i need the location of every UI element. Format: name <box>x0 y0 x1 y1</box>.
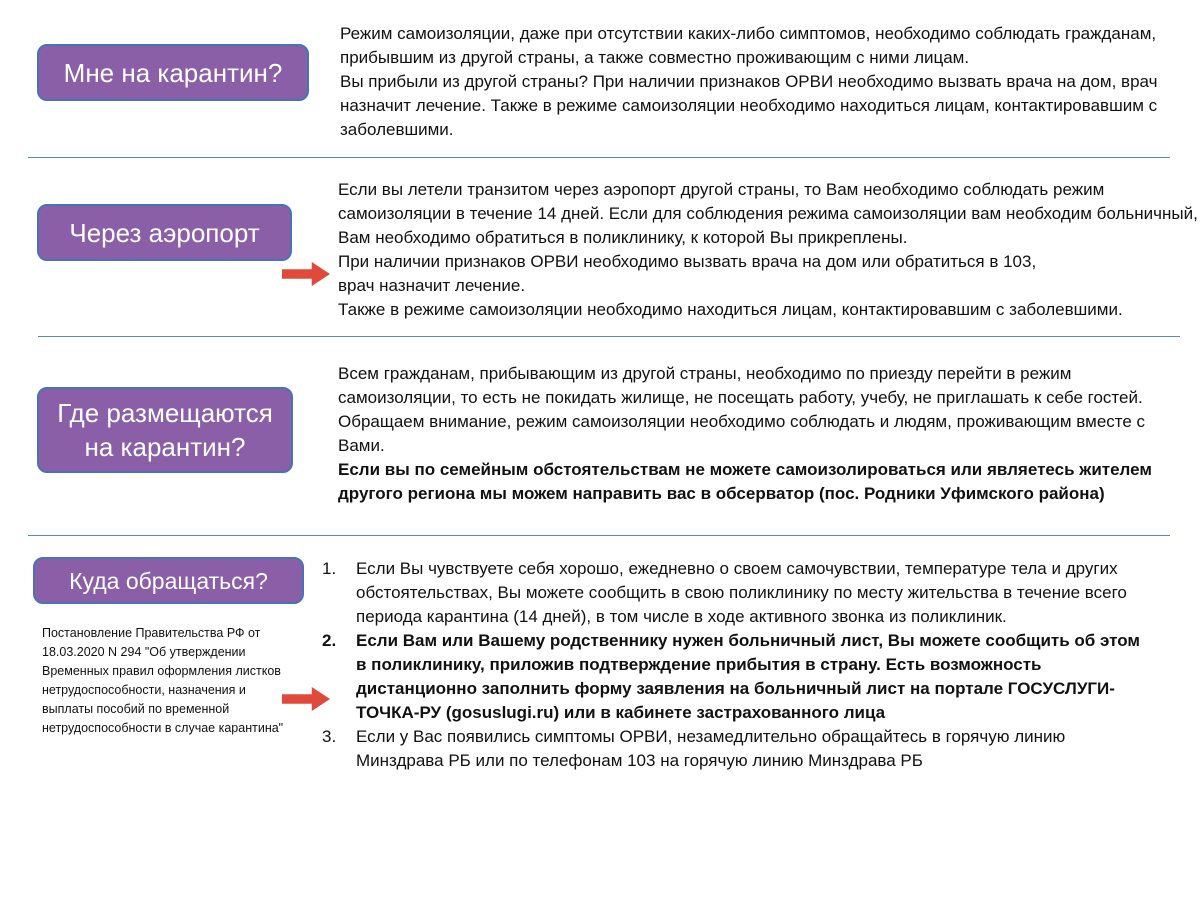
red-arrow-icon <box>282 262 330 286</box>
step-number: 1. <box>322 559 337 578</box>
government-decree-note: Постановление Правительства РФ от 18.03.2020 N 294 "Об утверждении Временных правил оформления листков нетрудоспособности, назначения и выплаты пособий по временной нетрудоспособности в случае карантина" <box>42 626 284 735</box>
step-text: Если у Вас появились симптомы ОРВИ, незамедлительно обращайтесь в горячую линию Минздрава РБ или по телефонам 103 на горячую линию Минздрава РБ <box>356 727 1066 770</box>
placement-question-button[interactable]: Где размещаются на карантин? <box>37 387 293 473</box>
placement-info-text <box>338 362 1168 506</box>
separator-2 <box>38 336 1180 337</box>
airport-paragraph-2: При наличии признаков ОРВИ необходимо вызвать врача на дом или обратиться в 103, <box>338 252 1037 271</box>
airport-paragraph-4: Также в режиме самоизоляции необходимо находиться лицам, контактировавшим с заболевшими. <box>338 300 1123 319</box>
quarantine-info-text <box>340 22 1170 142</box>
quarantine-paragraph-1: Режим самоизоляции, даже при отсутствии каких-либо симптомов, необходимо соблюдать гражданам, прибывшим из другой страны, а также совместно проживающим с ними лицам. <box>340 24 1157 67</box>
airport-paragraph-3: врач назначит лечение. <box>338 276 526 295</box>
step-text: Если Вы чувствуете себя хорошо, ежедневно о своем самочувствии, температуре тела и других обстоятельствах, Вы можете сообщить в свою поликлинику по месту жительства в течение всего периода карантина (14 дней), в том числе в ходе активного звонка из поликлиник. <box>356 559 1127 626</box>
placement-paragraph-1: Всем гражданам, прибывающим из другой страны, необходимо по приезду перейти в режим самоизоляции, то есть не покидать жилище, не посещать работу, учебу, не приглашать к себе гостей. Обращаем внимание, режим самоизоляции необходимо соблюдать и людям, проживающим вместе с Вами. <box>338 364 1146 455</box>
list-item <box>322 557 1144 629</box>
list-item <box>322 725 1144 773</box>
quarantine-question-button[interactable]: Мне на карантин? <box>37 44 309 101</box>
airport-button[interactable]: Через аэропорт <box>37 204 292 261</box>
step-text: Если Вам или Вашему родственнику нужен больничный лист, Вы можете сообщить об этом в поликлинику, приложив подтверждение прибытия в страну. Есть возможность дистанционно заполнить форму заявления на больничный лист на портале ГОСУСЛУГИ-ТОЧКА-РУ (gosuslugi.ru) или в кабинете застрахованного лица <box>356 631 1141 722</box>
separator-3 <box>28 535 1170 536</box>
contact-steps-list <box>322 557 1144 773</box>
airport-info-text <box>338 178 1200 322</box>
separator-1 <box>28 157 1170 158</box>
step-number: 3. <box>322 727 337 746</box>
where-to-apply-button[interactable]: Куда обращаться? <box>33 557 304 604</box>
step-number: 2. <box>322 631 337 650</box>
placement-bold-paragraph: Если вы по семейным обстоятельствам не можете самоизолироваться или являетесь жителем другого региона мы можем направить вас в обсерватор (пос. Родники Уфимского района) <box>338 460 1152 503</box>
list-item <box>322 629 1144 725</box>
quarantine-paragraph-2: Вы прибыли из другой страны? При наличии признаков ОРВИ необходимо вызвать врача на дом, врач назначит лечение. Также в режиме самоизоляции необходимо находиться лицам, контактировавшим с заболевшими. <box>340 72 1158 139</box>
airport-paragraph-1: Если вы летели транзитом через аэропорт другой страны, то Вам необходимо соблюдать режим самоизоляции в течение 14 дней. Если для соблюдения режима самоизоляции вам необходим больничный, Вам необходимо обратиться в поликлинику, к которой Вы прикреплены. <box>338 180 1198 247</box>
